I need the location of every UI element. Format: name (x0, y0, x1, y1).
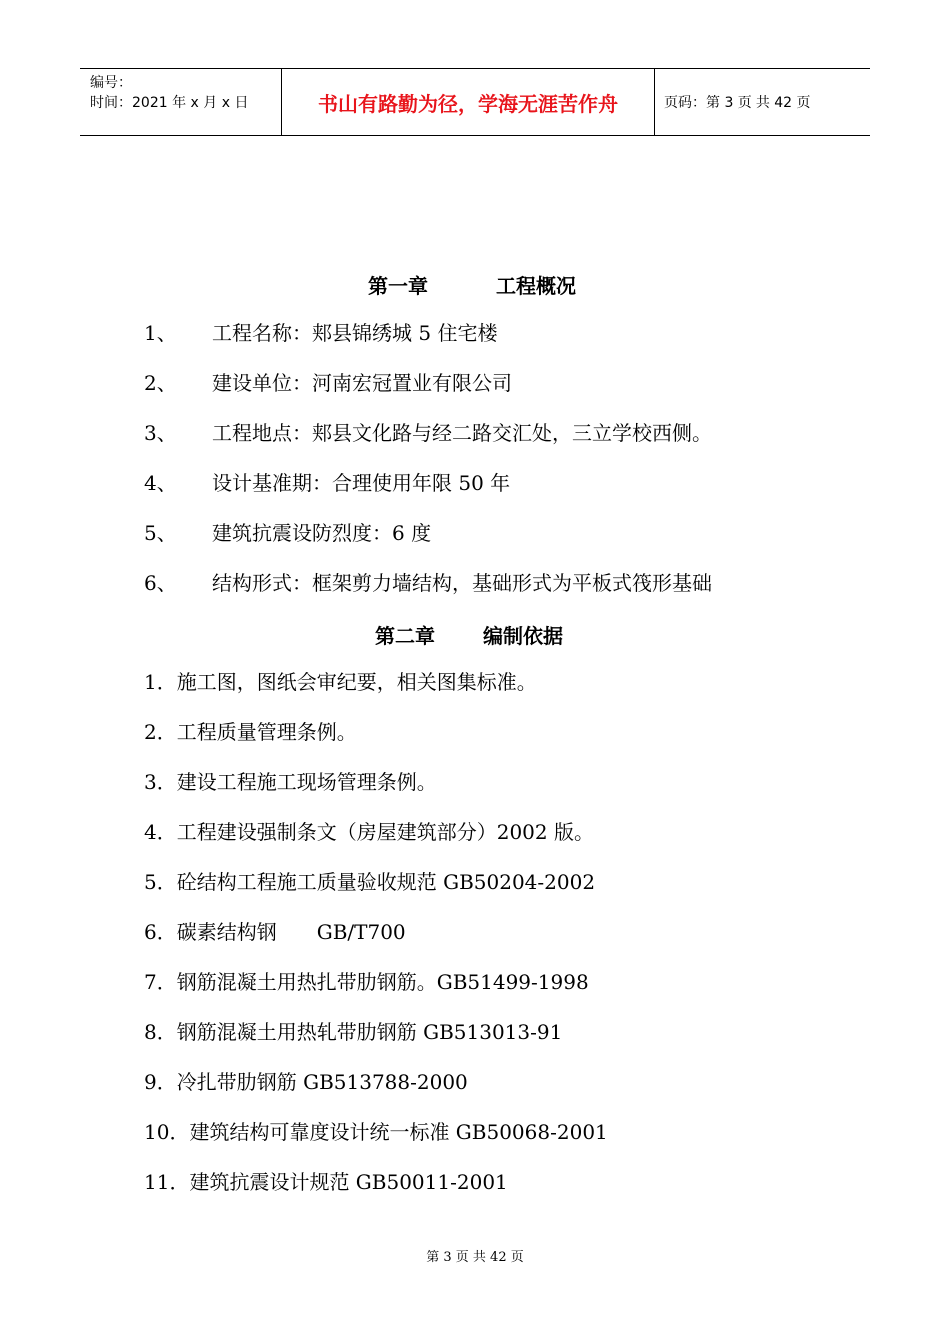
item-text: 建设单位：河南宏冠置业有限公司 (212, 371, 512, 395)
item-number: 8． (144, 1020, 177, 1044)
list-item (144, 1020, 562, 1044)
header-page-info (664, 69, 811, 135)
item-text: 冷扎带肋钢筋 GB513788-2000 (176, 1070, 468, 1094)
item-text: 工程质量管理条例。 (176, 720, 357, 744)
list-item (144, 820, 594, 844)
list-item (144, 970, 589, 994)
item-number: 3、 (144, 421, 177, 445)
list-item (144, 571, 712, 595)
list-item (144, 421, 712, 445)
chapter-title: 工程概况 (496, 274, 576, 298)
item-number: 1． (144, 670, 177, 694)
item-number: 3． (144, 770, 177, 794)
list-item (144, 321, 497, 345)
header-divider (654, 69, 655, 135)
total-label: 共 42 页 (755, 95, 811, 111)
item-number: 11． (144, 1170, 190, 1194)
item-text: 建设工程施工现场管理条例。 (176, 770, 437, 794)
chapter-1-heading (368, 270, 576, 299)
item-text: 碳素结构钢 GB/T700 (176, 920, 406, 944)
item-number: 9． (144, 1070, 177, 1094)
page-label: 页码：第 3 页 (664, 95, 752, 111)
item-text: 建筑抗震设防烈度：6 度 (212, 521, 432, 545)
item-number: 4． (144, 820, 177, 844)
chapter-title: 编制依据 (483, 624, 563, 648)
item-number: 5、 (144, 521, 177, 545)
item-number: 6、 (144, 571, 177, 595)
item-text: 工程地点：郏县文化路与经二路交汇处，三立学校西侧。 (212, 421, 712, 445)
list-item (144, 1170, 508, 1194)
item-number: 5． (144, 870, 177, 894)
header-motto: 书山有路勤为径，学海无涯苦作舟 (318, 91, 618, 116)
list-item (144, 371, 512, 395)
item-text: 砼结构工程施工质量验收规范 GB50204-2002 (176, 870, 596, 894)
item-number: 1、 (144, 321, 177, 345)
item-text: 结构形式：框架剪力墙结构，基础形式为平板式筏形基础 (212, 571, 712, 595)
item-number: 10． (144, 1120, 190, 1144)
item-text: 设计基准期：合理使用年限 50 年 (212, 471, 511, 495)
list-item (144, 521, 431, 545)
chapter-2-heading (375, 620, 563, 649)
item-text: 工程名称：郏县锦绣城 5 住宅楼 (212, 321, 498, 345)
time-label: 时间：2021 年 x 月 x 日 (90, 95, 249, 111)
item-text: 钢筋混凝土用热扎带肋钢筋。GB51499-1998 (176, 970, 589, 994)
serial-label: 编号： (90, 75, 132, 91)
page-footer: 第 3 页 共 42 页 (426, 1250, 524, 1265)
list-item (144, 870, 595, 894)
list-item (144, 920, 406, 944)
item-text: 建筑结构可靠度设计统一标准 GB50068-2001 (189, 1120, 608, 1144)
list-item (144, 471, 510, 495)
item-text: 钢筋混凝土用热轧带肋钢筋 GB513013-91 (176, 1020, 563, 1044)
chapter-number: 第一章 (368, 274, 428, 298)
item-number: 2． (144, 720, 177, 744)
item-text: 工程建设强制条文（房屋建筑部分）2002 版。 (176, 820, 594, 844)
item-number: 2、 (144, 371, 177, 395)
chapter-number: 第二章 (375, 624, 435, 648)
header-meta (90, 73, 248, 113)
list-item (144, 1120, 608, 1144)
item-text: 施工图，图纸会审纪要，相关图集标准。 (176, 670, 537, 694)
item-text: 建筑抗震设计规范 GB50011-2001 (189, 1170, 508, 1194)
list-item (144, 770, 437, 794)
page-header (80, 68, 870, 136)
list-item (144, 720, 357, 744)
item-number: 6． (144, 920, 177, 944)
item-number: 4、 (144, 471, 177, 495)
item-number: 7． (144, 970, 177, 994)
list-item (144, 670, 537, 694)
list-item (144, 1070, 468, 1094)
